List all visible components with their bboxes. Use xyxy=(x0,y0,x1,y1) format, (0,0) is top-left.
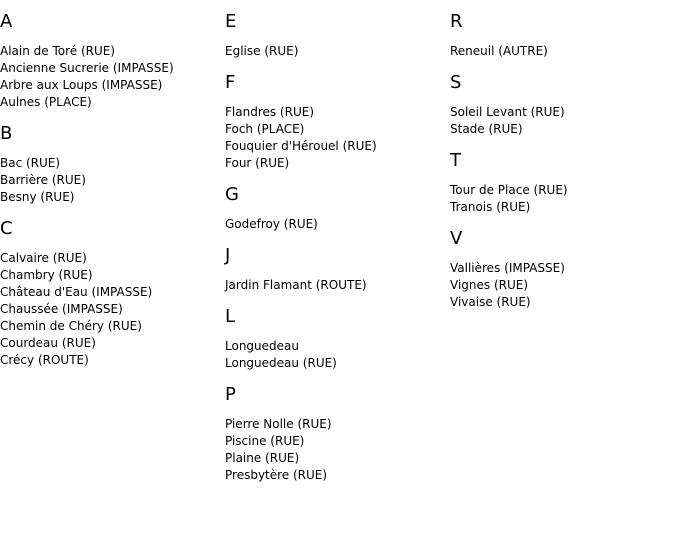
letter-group xyxy=(0,123,225,206)
street-link[interactable]: Foch (PLACE) xyxy=(225,122,305,136)
street-link[interactable]: Plaine (RUE) xyxy=(225,451,300,465)
street-link[interactable]: Vallières (IMPASSE) xyxy=(450,261,565,275)
street-link[interactable]: Jardin Flamant (ROUTE) xyxy=(225,278,367,292)
street-list xyxy=(225,277,450,294)
letter-heading: C xyxy=(0,218,13,239)
street-list xyxy=(0,250,225,369)
street-list xyxy=(450,260,675,311)
street-link[interactable]: Bac (RUE) xyxy=(0,156,61,170)
letter-heading: G xyxy=(225,184,239,205)
street-list xyxy=(450,104,675,138)
letter-heading: E xyxy=(225,11,237,32)
street-link[interactable]: Vignes (RUE) xyxy=(450,278,529,292)
street-link[interactable]: Fouquier d'Hérouel (RUE) xyxy=(225,139,377,153)
letter-heading: S xyxy=(450,72,462,93)
street-list xyxy=(225,416,450,484)
letter-group xyxy=(225,306,450,372)
letter-heading: V xyxy=(450,228,463,249)
letter-group xyxy=(450,11,675,60)
street-link[interactable]: Alain de Toré (RUE) xyxy=(0,44,116,58)
street-link[interactable]: Crécy (ROUTE) xyxy=(0,353,89,367)
street-link[interactable]: Pierre Nolle (RUE) xyxy=(225,417,332,431)
letter-group xyxy=(225,384,450,484)
letter-group xyxy=(225,72,450,172)
street-link[interactable]: Eglise (RUE) xyxy=(225,44,299,58)
letter-group xyxy=(450,72,675,138)
street-link[interactable]: Ancienne Sucrerie (IMPASSE) xyxy=(0,61,174,75)
street-link[interactable]: Aulnes (PLACE) xyxy=(0,95,92,109)
street-index-column-2 xyxy=(225,0,450,496)
letter-heading: L xyxy=(225,306,236,327)
street-link[interactable]: Godefroy (RUE) xyxy=(225,217,318,231)
letter-group xyxy=(450,150,675,216)
street-link[interactable]: Presbytère (RUE) xyxy=(225,468,328,482)
letter-heading: J xyxy=(225,245,231,266)
street-link[interactable]: Stade (RUE) xyxy=(450,122,523,136)
street-link[interactable]: Longuedeau xyxy=(225,339,299,353)
street-link[interactable]: Tranois (RUE) xyxy=(450,200,531,214)
street-link[interactable]: Reneuil (AUTRE) xyxy=(450,44,548,58)
street-link[interactable]: Barrière (RUE) xyxy=(0,173,86,187)
street-link[interactable]: Piscine (RUE) xyxy=(225,434,305,448)
letter-group xyxy=(225,184,450,233)
street-list xyxy=(225,216,450,233)
street-link[interactable]: Château d'Eau (IMPASSE) xyxy=(0,285,153,299)
street-link[interactable]: Soleil Levant (RUE) xyxy=(450,105,565,119)
letter-heading: B xyxy=(0,123,13,144)
letter-heading: P xyxy=(225,384,236,405)
street-index-column-3 xyxy=(450,0,675,323)
letter-heading: F xyxy=(225,72,236,93)
letter-heading: A xyxy=(0,11,13,32)
street-link[interactable]: Chemin de Chéry (RUE) xyxy=(0,319,142,333)
letter-group xyxy=(0,11,225,111)
street-link[interactable]: Vivaise (RUE) xyxy=(450,295,531,309)
street-link[interactable]: Tour de Place (RUE) xyxy=(450,183,568,197)
street-link[interactable]: Longuedeau (RUE) xyxy=(225,356,337,370)
street-list xyxy=(0,155,225,206)
street-link[interactable]: Chaussée (IMPASSE) xyxy=(0,302,123,316)
letter-group xyxy=(225,11,450,60)
street-list xyxy=(225,338,450,372)
street-list xyxy=(450,182,675,216)
street-list xyxy=(225,43,450,60)
letter-heading: T xyxy=(450,150,461,171)
street-link[interactable]: Besny (RUE) xyxy=(0,190,75,204)
letter-group xyxy=(0,218,225,369)
street-list xyxy=(225,104,450,172)
street-link[interactable]: Four (RUE) xyxy=(225,156,290,170)
street-link[interactable]: Calvaire (RUE) xyxy=(0,251,87,265)
letter-heading: R xyxy=(450,11,463,32)
letter-group xyxy=(225,245,450,294)
street-link[interactable]: Arbre aux Loups (IMPASSE) xyxy=(0,78,163,92)
street-list xyxy=(450,43,675,60)
street-link[interactable]: Chambry (RUE) xyxy=(0,268,93,282)
street-list xyxy=(0,43,225,111)
street-index-column-1 xyxy=(0,0,225,381)
street-link[interactable]: Courdeau (RUE) xyxy=(0,336,96,350)
street-link[interactable]: Flandres (RUE) xyxy=(225,105,314,119)
letter-group xyxy=(450,228,675,311)
